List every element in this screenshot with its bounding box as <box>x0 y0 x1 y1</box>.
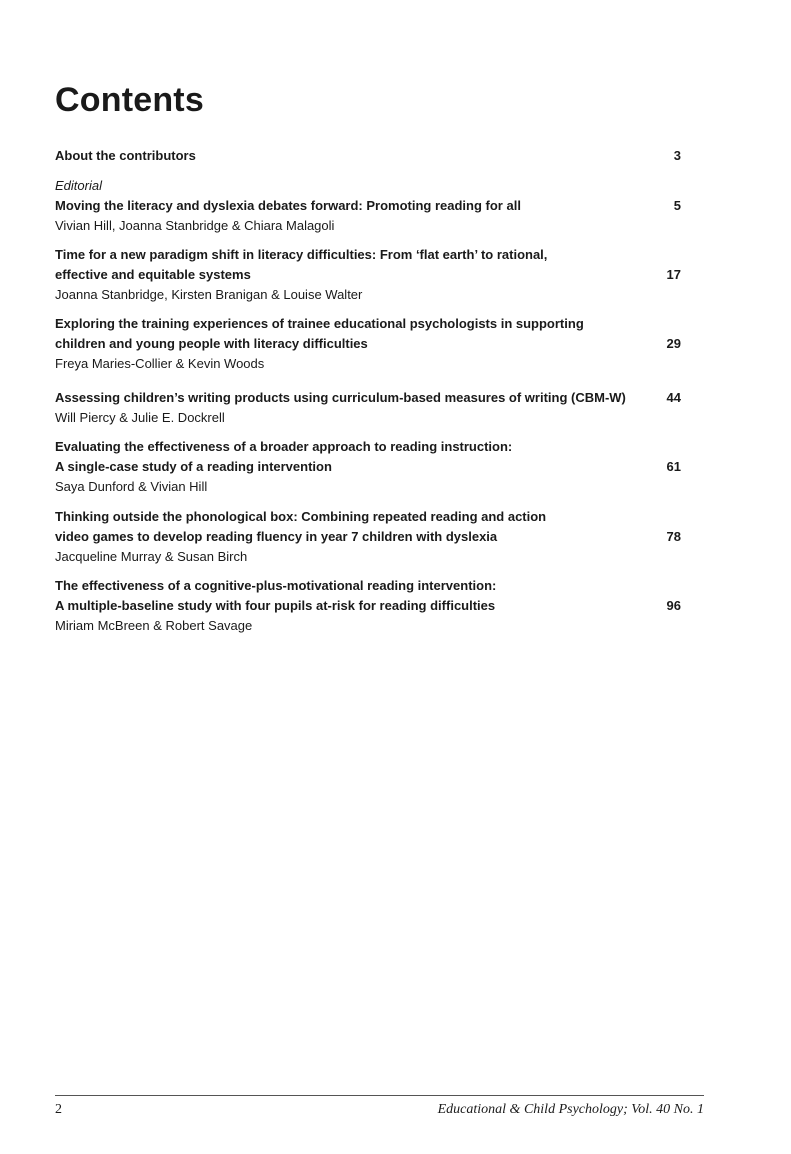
toc-entry-title-continued: video games to develop reading fluency in year 7 children with dyslexia <box>55 529 498 544</box>
toc-entry-paradigm-shift[interactable] <box>55 245 681 305</box>
toc-entry-page-number: 96 <box>666 598 681 613</box>
toc-entry-authors: Saya Dunford & Vivian Hill <box>55 479 208 494</box>
toc-entry-title: The effectiveness of a cognitive-plus-motivational reading intervention: <box>55 578 497 593</box>
toc-entry-title: Time for a new paradigm shift in literacy difficulties: From ‘flat earth’ to rational, <box>55 247 548 262</box>
toc-entry-page-number: 3 <box>673 148 681 163</box>
toc-entry-authors: Freya Maries-Collier & Kevin Woods <box>55 356 265 371</box>
section-label-editorial: Editorial <box>55 178 102 193</box>
toc-entry-title-continued: children and young people with literacy difficulties <box>55 336 368 351</box>
toc-entry-authors: Miriam McBreen & Robert Savage <box>55 618 253 633</box>
toc-entry-editorial[interactable] <box>55 176 681 236</box>
toc-entry-page-number: 44 <box>666 390 681 405</box>
footer-journal-title: Educational & Child Psychology; Vol. 40 No. 1 <box>437 1102 704 1117</box>
toc-entry-authors: Will Piercy & Julie E. Dockrell <box>55 410 225 425</box>
toc-entry-about-contributors[interactable] <box>55 146 681 166</box>
table-of-contents <box>55 146 681 636</box>
page-title: Contents <box>55 81 204 119</box>
toc-entry-page-number: 29 <box>666 336 681 351</box>
toc-entry-title: Thinking outside the phonological box: Combining repeated reading and action <box>55 509 547 524</box>
toc-entry-page-number: 17 <box>666 267 681 282</box>
toc-entry-title-continued: A single-case study of a reading intervention <box>55 459 332 474</box>
toc-entry-title: Evaluating the effectiveness of a broader approach to reading instruction: <box>55 439 513 454</box>
toc-entry-page-number: 61 <box>666 459 681 474</box>
toc-entry-authors: Vivian Hill, Joanna Stanbridge & Chiara Malagoli <box>55 218 335 233</box>
toc-entry-title: Assessing children’s writing products using curriculum-based measures of writing (CBM-W) <box>55 390 626 405</box>
toc-entry-cognitive-motivational[interactable] <box>55 576 681 636</box>
toc-entry-training-experiences[interactable] <box>55 314 681 374</box>
toc-entry-title: About the contributors <box>55 148 196 163</box>
footer-divider <box>55 1095 704 1096</box>
toc-entry-phonological-box[interactable] <box>55 507 681 567</box>
toc-entry-broader-approach[interactable] <box>55 437 681 497</box>
toc-entry-page-number: 78 <box>666 529 681 544</box>
toc-entry-writing-products[interactable] <box>55 388 681 428</box>
toc-entry-authors: Joanna Stanbridge, Kirsten Branigan & Louise Walter <box>55 287 363 302</box>
toc-entry-title: Exploring the training experiences of trainee educational psychologists in supporting <box>55 316 584 331</box>
toc-entry-title: Moving the literacy and dyslexia debates forward: Promoting reading for all <box>55 198 521 213</box>
toc-entry-title-continued: effective and equitable systems <box>55 267 251 282</box>
toc-entry-title-continued: A multiple-baseline study with four pupils at-risk for reading difficulties <box>55 598 496 613</box>
footer-page-number: 2 <box>55 1102 62 1117</box>
toc-entry-page-number: 5 <box>673 198 681 213</box>
toc-entry-authors: Jacqueline Murray & Susan Birch <box>55 549 248 564</box>
